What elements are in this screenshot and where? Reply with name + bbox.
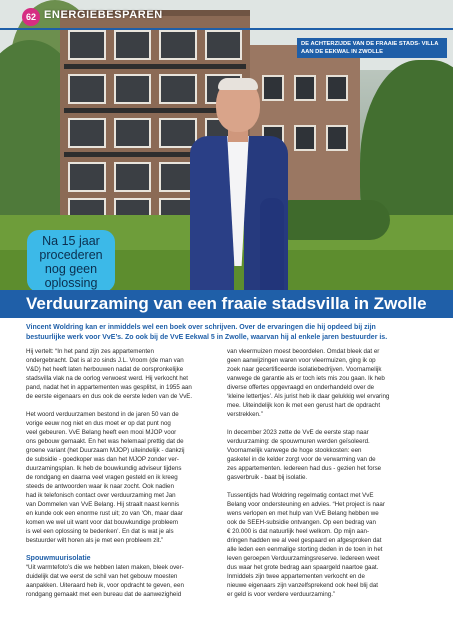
body-text-line: Inmiddels zijn twee appartementen verkocht en de — [227, 573, 365, 580]
body-text-line: Hij vertelt: “In het pand zijn zes appartementen — [26, 348, 154, 355]
intro-line: bestuurlijke werk voor VvE’s. Zo ook bij de VvE Eekwal 5 in Zwolle, waarvan hij al enkele jaren bestuurder is. — [26, 334, 388, 341]
header-rule — [0, 28, 453, 30]
subheading: Spouwmuurisolatie — [26, 555, 91, 562]
body-text-line: verstrekken.” — [227, 411, 263, 418]
body-text-line: dus waar het grote bedrag aan spaargeld naartoe gaat. — [227, 564, 379, 571]
body-text-line: Belang voor ondersteuning en advies. “Het project is naar — [227, 501, 385, 508]
paragraph-gap — [227, 419, 422, 428]
body-text-line: Tussentijds had Woldring regelmatig contact met VvE — [227, 492, 374, 499]
body-text-line: wens verlopen en met hulp van VvE Belang hebben we — [227, 510, 379, 517]
article-title: Verduurzaming van een fraaie stadsvilla in Zwolle — [0, 290, 453, 318]
paragraph-gap — [227, 482, 422, 491]
article-column-right — [227, 347, 422, 599]
article-column-left — [26, 347, 221, 599]
body-text-line: had ik telefonisch contact over verduurzaming met Jan — [26, 492, 176, 499]
body-text-line: zoek naar gecertificeerde isolatiebedrijven. Voornamelijk — [227, 366, 382, 373]
body-text-line: ondergebracht. Dat is al zo sinds J.L. Vroom (de man van — [26, 357, 184, 364]
body-text-line: gasketel in de kelder zorgt voor de verwarming van de — [227, 456, 376, 463]
body-text-line: van Dommelen van VvE Belang. Hij straalt naast kennis — [26, 501, 180, 508]
page-number-badge: 62 — [22, 8, 40, 26]
body-text-line: geen aanwijzingen waren voor vleermuizen, ging ik op — [227, 357, 376, 364]
body-text-line: veel gebeuren. VvE Belang heeft een mooi MJOP voor — [26, 429, 177, 436]
body-text-line: diverse offertes opgevraagd en onderhandeld over de — [227, 384, 375, 391]
body-text-line: “Uit warmtefoto’s die we hebben laten maken, bleek over- — [26, 564, 184, 571]
body-text-line: bestuurder wilt horen als je met een probleem zit.” — [26, 537, 164, 544]
article-intro — [26, 323, 436, 343]
body-text-line: rondgang gemaakt met een bureau dat de aanwezigheid — [26, 591, 182, 598]
body-text-line: V&D) het heeft laten herbouwen nadat de oorspronkelijke — [26, 366, 184, 373]
body-text-line: dringen hadden we al veel gespaard en afgesproken dat — [227, 537, 382, 544]
body-text-line: is wel een oplossing te bedenken’. En dat is wat je als — [26, 528, 174, 535]
body-text-line: groene variant (het Duurzaam MJOP) uiteindelijk - dankzij — [26, 447, 185, 454]
body-text-line: vanwege de garantie als er toch iets mis zou gaan. Ik heb — [227, 375, 385, 382]
photo-person — [190, 78, 290, 318]
body-text-line: pand, nadat het in appartementen was gesplitst, in 1955 aan — [26, 384, 192, 391]
pull-quote-bubble — [27, 230, 115, 292]
body-text-line: de rondgang en daarna veel vragen gesteld en ik kreeg — [26, 474, 178, 481]
body-text-line: alle leden een eenmalige storting deden in de toen in het — [227, 546, 383, 553]
body-text-line: nieuwe eigenaars zijn vanzelfsprekend ook heel blij dat — [227, 582, 379, 589]
photo-caption: DE ACHTERZIJDE VAN DE FRAAIE STADS- VILLA AAN DE EEKWAL IN ZWOLLE — [297, 38, 447, 58]
body-text-line: Voornamelijk vanwege de hoge stookkosten: een — [227, 447, 362, 454]
body-text-line: In december 2023 zette de VvE de eerste stap naar — [227, 429, 369, 436]
body-text-line: Het woord verduurzamen bestond in de jaren 50 van de — [26, 411, 179, 418]
body-text-line: verduurzaming: de spouwmuren werden geïsoleerd. — [227, 438, 370, 445]
paragraph-gap — [26, 545, 221, 554]
body-text-line: de subsidie - goedkoper was dan het MJOP zonder ver- — [26, 456, 179, 463]
bubble-line: Na 15 jaar — [42, 234, 100, 248]
body-text-line: ook de SEEH-subsidie ontvangen. Op een bedrag van — [227, 519, 376, 526]
body-text-line: leven geroepen Verduurzamingsreserve. Iedereen weet — [227, 555, 380, 562]
paragraph-gap — [26, 401, 221, 410]
body-text-line: duidelijk dat we eerst de schil van het gebouw moesten — [26, 573, 178, 580]
body-text-line: steeds de antwoorden waar ik naar zocht. Ook nadien — [26, 483, 174, 490]
body-text-line: aanpakken. Uiteraard heb ik, voor opdracht te geven, een — [26, 582, 184, 589]
body-text-line: van vleermuizen moest beoordelen. Omdat bleek dat er — [227, 348, 380, 355]
body-text-line: gasverbruik - baat bij isolatie. — [227, 474, 308, 481]
bubble-line: nog geen — [44, 262, 98, 276]
bubble-line: procederen — [39, 248, 103, 262]
body-text-line: stadsvilla vlak na de oorlog verwoest werd. Hij verkocht het — [26, 375, 188, 382]
bubble-line: oplossing — [44, 276, 98, 290]
body-text-line: en kunde ook een enorme rust uit; zo van ‘Oh, maar daar — [26, 510, 183, 517]
body-text-line: de eerste eigenaars en dus ook de eerste leden van de VvE. — [26, 393, 193, 400]
body-text-line: ons gebouw gemaakt. En het was helemaal prettig dat de — [26, 438, 184, 445]
intro-line: Vincent Woldring kan er inmiddels wel een boek over schrijven. Over de ervaringen die hij opdeed bij zijn — [26, 324, 376, 331]
body-text-line: er geld is voor verdere verduurzaming.” — [227, 591, 335, 598]
section-title: ENERGIEBESPAREN — [44, 9, 163, 21]
body-text-line: zes appartementen. Iedereen had dus - gezien het forse — [227, 465, 382, 472]
body-text-line: komen we wel uit want voor dat bouwkundige probleem — [26, 519, 179, 526]
body-text-line: vorige eeuw nog niet en dus moet er op dat punt nog — [26, 420, 171, 427]
body-text-line: duurzamingsplan. Ik heb de bouwkundig adviseur tijdens — [26, 465, 182, 472]
body-text-line: ‘kleine lettertjes’. Als jurist heb ik daar gelukkig wel ervaring — [227, 393, 390, 400]
body-text-line: mee. Uiteindelijk kon ik met een gerust hart de opdracht — [227, 402, 381, 409]
body-text-line: € 20.000 is dat natuurlijk heel welkom. Op mijn aan- — [227, 528, 370, 535]
